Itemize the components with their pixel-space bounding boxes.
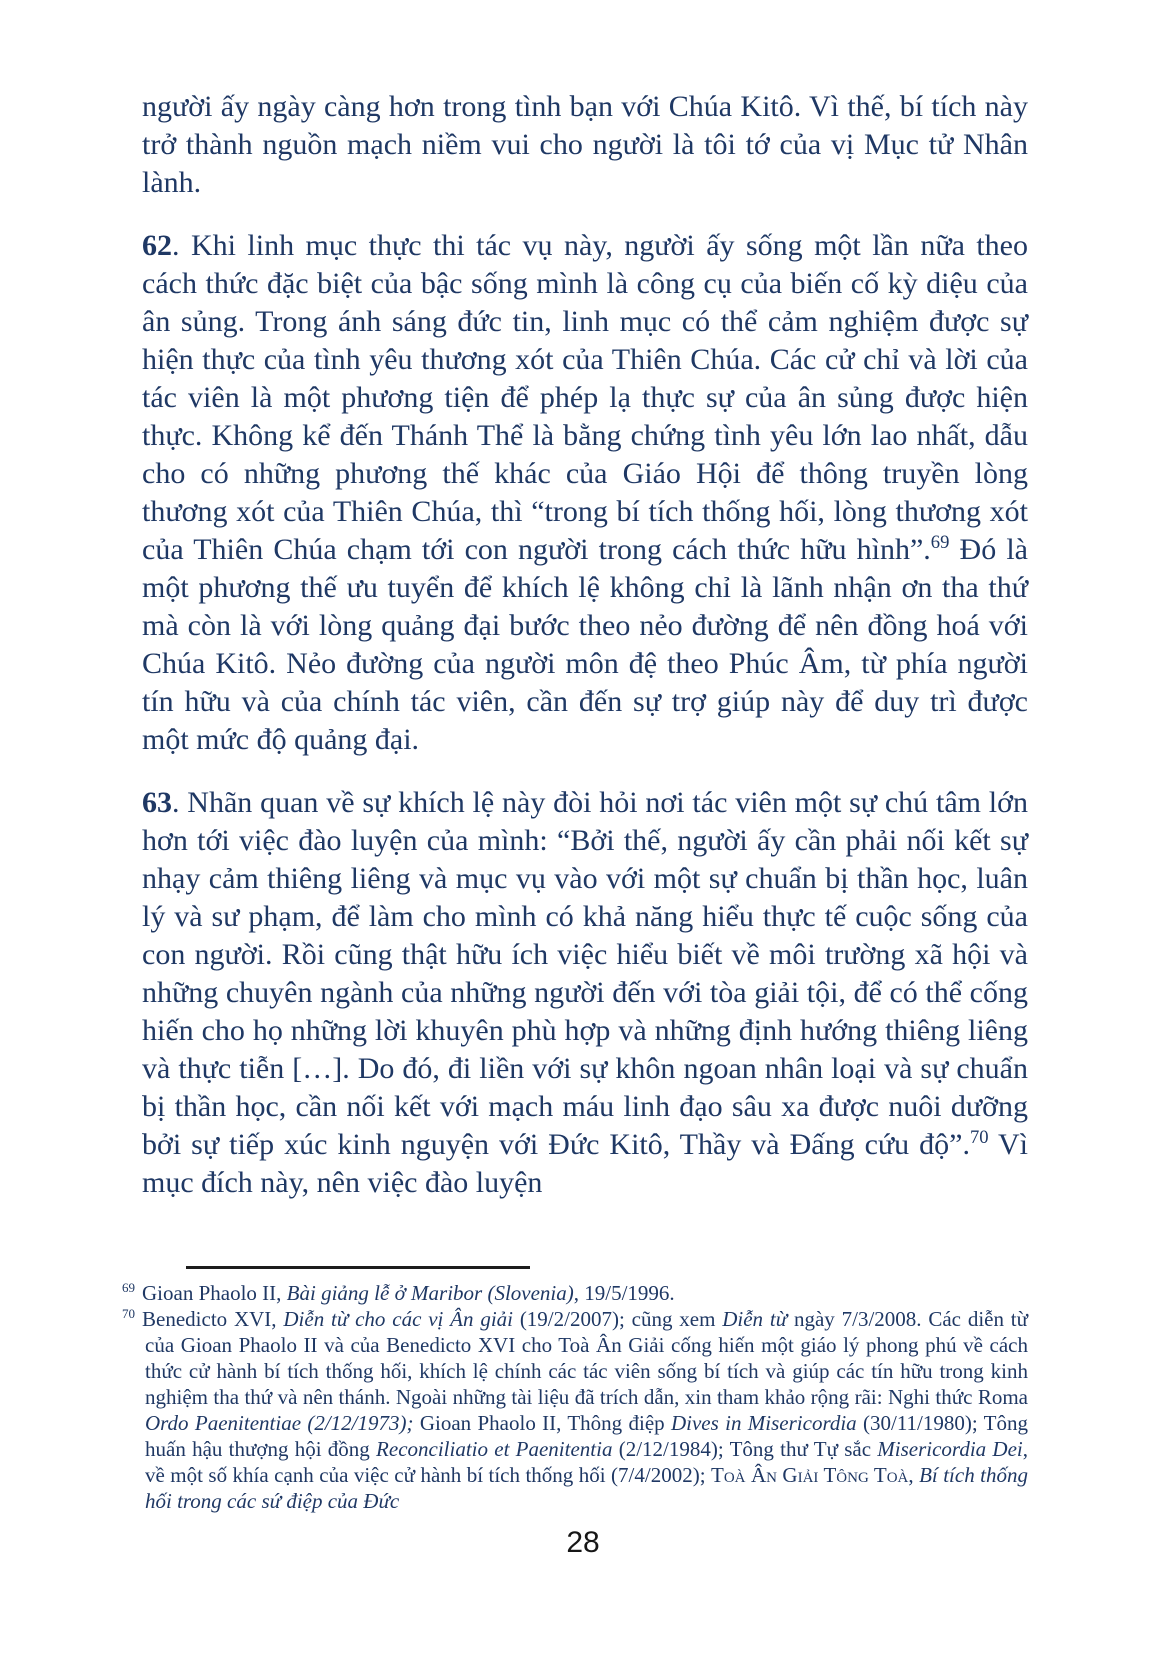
body-text-block <box>142 88 1028 1202</box>
footnote-70-marker: 70 <box>122 1306 136 1321</box>
footnote-ref: 70 <box>969 1127 989 1148</box>
paragraph-63: 63. Nhãn quan về sự khích lệ này đòi hỏi nơi tác viên một sự chú tâm lớn hơn tới việc đào luyện của mình: “Bởi thế, người ấy cần phải nối kết sự nhạy cảm thiêng liêng và mục vụ vào với một sự chuẩn bị thần học, luân lý và sư phạm, để làm cho mình có khả năng hiểu thực tế cuộc sống của con người. Rồi cũng thật hữu ích việc hiểu biết về môi trường xã hội và những chuyên ngành của những người đến với tòa giải tội, để có thể cống hiến cho họ những lời khuyên phù hợp và những định hướng thiêng liêng và thực tiễn […]. Do đó, đi liền với sự khôn ngoan nhân loại và sự chuẩn bị thần học, cần nối kết với mạch máu linh đạo sâu xa được nuôi dưỡng bởi sự tiếp xúc kinh nguyện với Đức Kitô, Thầy và Đấng cứu độ”.$^{70}$ Vì mục đích này, nên việc đào luyện <box>142 786 1028 1199</box>
footnote-separator-rule <box>186 1266 530 1269</box>
footnote-69-text: Gioan Phaolo II, Bài giảng lễ ở Maribor (Slovenia), 19/5/1996. <box>142 1281 675 1305</box>
footnote-70 <box>122 1306 1028 1514</box>
footnote-section <box>122 1280 1028 1514</box>
paragraph-62: 62. Khi linh mục thực thi tác vụ này, người ấy sống một lần nữa theo cách thức đặc biệt của bậc sống mình là công cụ của biến cố kỳ diệu của ân sủng. Trong ánh sáng đức tin, linh mục có thể cảm nghiệm được sự hiện thực của tình yêu thương xót của Thiên Chúa. Các cử chỉ và lời của tác viên là một phương tiện để phép lạ thực sự của ân sủng được hiện thực. Không kể đến Thánh Thể là bằng chứng tình yêu lớn lao nhất, dẫu cho có những phương thế khác của Giáo Hội để thông truyền lòng thương xót của Thiên Chúa, thì “trong bí tích thống hối, lòng thương xót của Thiên Chúa chạm tới con người trong cách thức hữu hình”.$^{69}$ Đó là một phương thế ưu tuyển để khích lệ không chỉ là lãnh nhận ơn tha thứ mà còn là với lòng quảng đại bước theo nẻo đường để nên đồng hoá với Chúa Kitô. Nẻo đường của người môn đệ theo Phúc Âm, từ phía người tín hữu và của chính tác viên, cần đến sự trợ giúp này để duy trì được một mức độ quảng đại. <box>142 229 1028 756</box>
page-number: 28 <box>566 1526 600 1559</box>
footnote-69-marker: 69 <box>122 1280 136 1295</box>
footnote-69 <box>122 1280 1028 1306</box>
footnote-ref: 69 <box>930 532 950 553</box>
paragraph-continuation: người ấy ngày càng hơn trong tình bạn với Chúa Kitô. Vì thế, bí tích này trở thành nguồn mạch niềm vui cho người là tôi tớ của vị Mục tử Nhân lành. <box>142 90 1028 199</box>
footnote-70-text: Benedicto XVI, Diễn từ cho các vị Ân giải (19/2/2007); cũng xem Diễn từ ngày 7/3/2008. Các diễn từ của Gioan Phaolo II và của Benedicto XVI cho Toà Ân Giải cống hiến một giáo lý phong phú về cách thức cử hành bí tích thống hối, khích lệ chính các tác viên sống bí tích và giúp các tín hữu trong kinh nghiệm tha thứ và nên thánh. Ngoài những tài liệu đã trích dẫn, xin tham khảo rộng rãi: Nghi thức Roma Ordo Paenitentiae (2/12/1973); Gioan Phaolo II, Thông điệp Dives in Misericordia (30/11/1980); Tông huấn hậu thượng hội đồng Reconciliatio et Paenitentia (2/12/1984); Tông thư Tự sắc Misericordia Dei, về một số khía cạnh của việc cử hành bí tích thống hối (7/4/2002); Toà Ân Giải Tông Toà, Bí tích thống hối trong các sứ điệp của Đức <box>142 1307 1029 1513</box>
